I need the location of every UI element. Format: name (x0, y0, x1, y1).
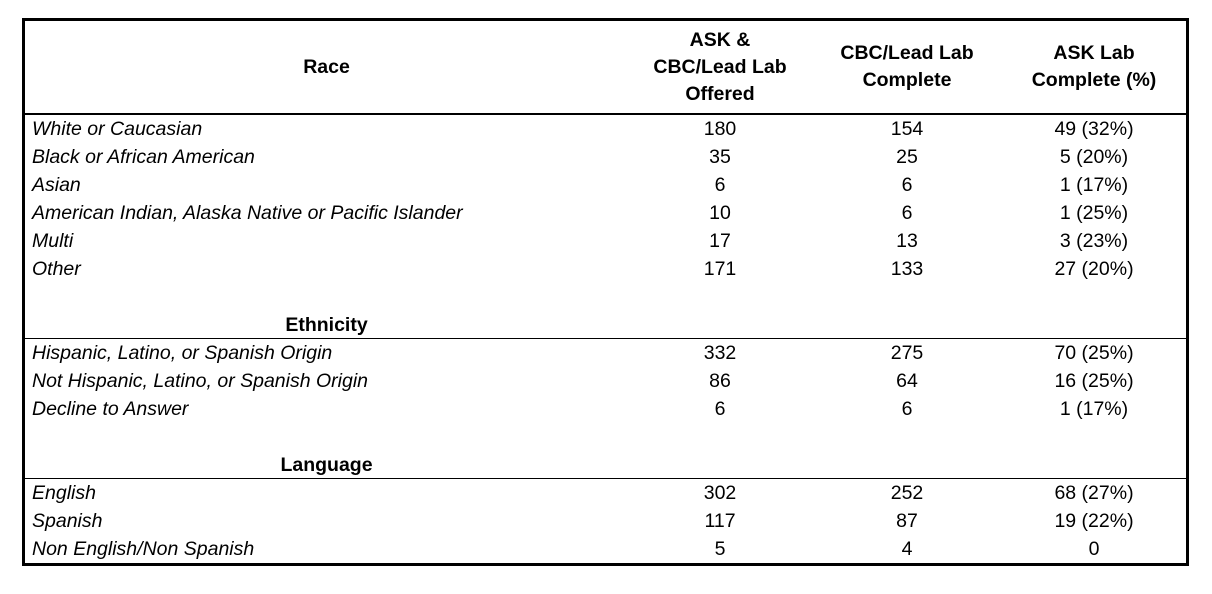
cbc-complete-value: 6 (901, 202, 913, 224)
table-row (25, 479, 1186, 507)
header-ask-complete: ASK Lab Complete (%) (1031, 42, 1157, 91)
offered-value: 35 (709, 146, 731, 168)
section-heading-language: Language (280, 454, 373, 476)
table-row (25, 115, 1186, 143)
cbc-complete-value: 252 (890, 482, 924, 504)
ask-complete-value: 1 (17%) (1059, 398, 1129, 420)
row-label: Other (32, 258, 81, 280)
row-label: American Indian, Alaska Native or Pacific Islander (32, 202, 463, 224)
table-row (25, 255, 1186, 283)
table-row (25, 395, 1186, 423)
table-row (25, 227, 1186, 255)
offered-value: 17 (709, 230, 731, 252)
ask-complete-value: 70 (25%) (1054, 342, 1134, 364)
offered-value: 117 (704, 510, 736, 532)
ask-complete-value: 3 (23%) (1059, 230, 1129, 252)
ask-complete-value: 5 (20%) (1059, 146, 1129, 168)
cbc-complete-value: 6 (901, 398, 913, 420)
offered-value: 10 (709, 202, 731, 224)
header-offered: ASK & CBC/Lead Lab Offered (653, 28, 787, 105)
offered-value: 180 (703, 118, 737, 140)
row-label: Asian (32, 174, 81, 196)
cbc-complete-value: 154 (890, 118, 924, 140)
row-label: Black or African American (32, 146, 255, 168)
row-label: English (32, 482, 96, 504)
cbc-complete-value: 4 (901, 538, 913, 560)
header-race: Race (303, 55, 350, 78)
offered-value: 6 (714, 398, 726, 420)
demographics-table (22, 18, 1189, 566)
table-row (25, 339, 1186, 367)
offered-value: 6 (714, 174, 726, 196)
offered-value: 86 (709, 370, 731, 392)
cbc-complete-value: 87 (896, 510, 918, 532)
table-row (25, 199, 1186, 227)
offered-value: 332 (703, 342, 737, 364)
row-label: Non English/Non Spanish (32, 538, 255, 560)
ask-complete-value: 19 (22%) (1054, 510, 1134, 532)
table-row (25, 143, 1186, 171)
cbc-complete-value: 64 (896, 370, 918, 392)
offered-value: 5 (714, 538, 726, 560)
offered-value: 171 (703, 258, 737, 280)
cbc-complete-value: 6 (901, 174, 913, 196)
row-label: Spanish (32, 510, 103, 532)
table-row (25, 367, 1186, 395)
ask-complete-value: 0 (1088, 538, 1100, 560)
table-row (25, 535, 1186, 563)
table-row (25, 507, 1186, 535)
cbc-complete-value: 25 (896, 146, 918, 168)
ask-complete-value: 68 (27%) (1054, 482, 1134, 504)
ask-complete-value: 27 (20%) (1054, 258, 1134, 280)
table-row (25, 171, 1186, 199)
cbc-complete-value: 275 (890, 342, 924, 364)
row-label: Hispanic, Latino, or Spanish Origin (32, 342, 333, 364)
offered-value: 302 (703, 482, 737, 504)
row-label: Multi (32, 230, 74, 252)
ask-complete-value: 1 (25%) (1059, 202, 1129, 224)
ask-complete-value: 16 (25%) (1054, 370, 1134, 392)
ask-complete-value: 49 (32%) (1054, 118, 1134, 140)
row-label: Not Hispanic, Latino, or Spanish Origin (32, 370, 369, 392)
row-label: Decline to Answer (32, 398, 189, 420)
table-header (25, 21, 1186, 115)
ask-complete-value: 1 (17%) (1059, 174, 1129, 196)
cbc-complete-value: 133 (890, 258, 924, 280)
cbc-complete-value: 13 (896, 230, 918, 252)
header-cbc-complete: CBC/Lead Lab Complete (840, 42, 974, 91)
row-label: White or Caucasian (32, 118, 203, 140)
section-heading-ethnicity: Ethnicity (285, 314, 368, 336)
